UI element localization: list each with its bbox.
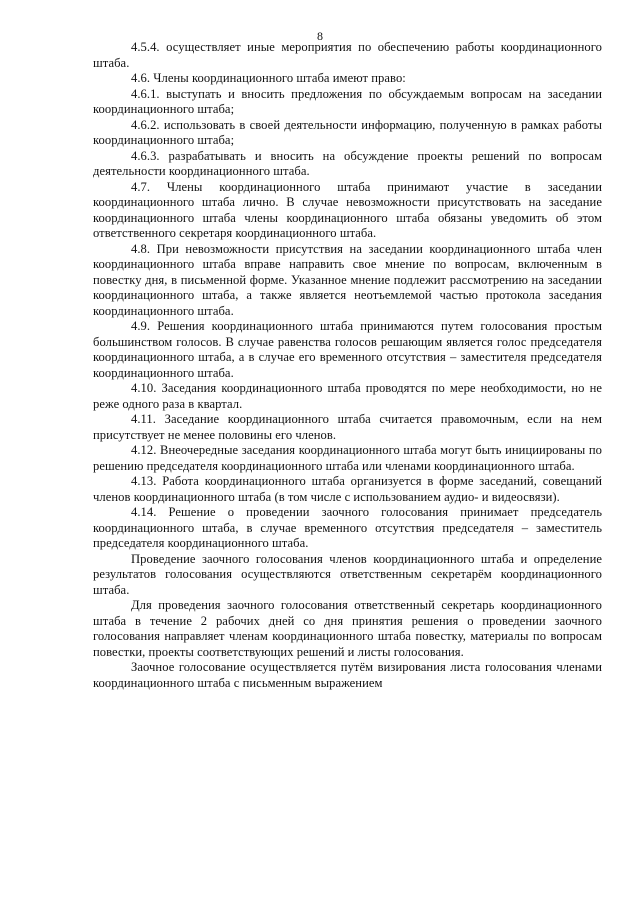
document-body bbox=[93, 40, 602, 691]
paragraph-4-14: 4.14. Решение о проведении заочного голосования принимает председатель координационного штаба, в случае временного отсутствия председателя – заместитель председателя координационного штаба. bbox=[93, 505, 602, 550]
paragraph-4-12: 4.12. Внеочередные заседания координационного штаба могут быть инициированы по решению председателя координационного штаба или членами координационного штаба. bbox=[93, 443, 602, 473]
paragraph-4-7: 4.7. Члены координационного штаба принимают участие в заседании координационного штаба лично. В случае невозможности присутствовать на заседание координационного штаба члены координационного штаба обязаны уведомить об этом ответственного секретаря координационного штаба. bbox=[93, 179, 602, 240]
paragraph-4-9: 4.9. Решения координационного штаба принимаются путем голосования простым большинством голосов. В случае равенства голосов решающим является голос председателя координационного штаба, а в случае его временного отсутствия – заместителя председателя координационного штаба. bbox=[93, 319, 602, 380]
page-number: 8 bbox=[317, 29, 323, 43]
paragraph-4-6-2: 4.6.2. использовать в своей деятельности информацию, полученную в рамках работы координационного штаба; bbox=[93, 117, 602, 147]
paragraph-4-6-1: 4.6.1. выступать и вносить предложения по обсуждаемым вопросам на заседании координационного штаба; bbox=[93, 86, 602, 116]
paragraph-voting-procedure: Проведение заочного голосования членов координационного штаба и определение результатов голосования осуществляются ответственным секретарём координационного штаба. bbox=[93, 551, 602, 597]
paragraph-4-8: 4.8. При невозможности присутствия на заседании координационного штаба член координационного штаба вправе направить свое мнение по вопросам, включенным в повестку дня, в письменной форме. Указанное мнение подлежит рассмотрению на заседании координационного штаба, а также является неотъемлемой частью протокола заседания координационного штаба. bbox=[93, 241, 602, 318]
paragraph-voting-materials: Для проведения заочного голосования ответственный секретарь координационного штаба в течение 2 рабочих дней со дня принятия решения о проведении заочного голосования направляет членам координационного штаба повестку, материалы по вопросам повестки, проекты соответствующих решений и листы голосования. bbox=[93, 598, 602, 659]
paragraph-4-13: 4.13. Работа координационного штаба организуется в форме заседаний, совещаний членов координационного штаба (в том числе с использованием аудио- и видеосвязи). bbox=[93, 474, 602, 504]
paragraph-4-6-3: 4.6.3. разрабатывать и вносить на обсуждение проекты решений по вопросам деятельности координационного штаба. bbox=[93, 148, 602, 178]
paragraph-4-10: 4.10. Заседания координационного штаба проводятся по мере необходимости, но не реже одного раза в квартал. bbox=[93, 381, 602, 411]
paragraph-voting-method: Заочное голосование осуществляется путём визирования листа голосования членами координационного штаба с письменным выражением bbox=[93, 660, 602, 690]
paragraph-4-11: 4.11. Заседание координационного штаба считается правомочным, если на нем присутствует не менее половины его членов. bbox=[93, 412, 602, 442]
paragraph-4-5-4: 4.5.4. осуществляет иные мероприятия по обеспечению работы координационного штаба. bbox=[93, 40, 602, 70]
paragraph-4-6: 4.6. Члены координационного штаба имеют право: bbox=[131, 71, 406, 85]
